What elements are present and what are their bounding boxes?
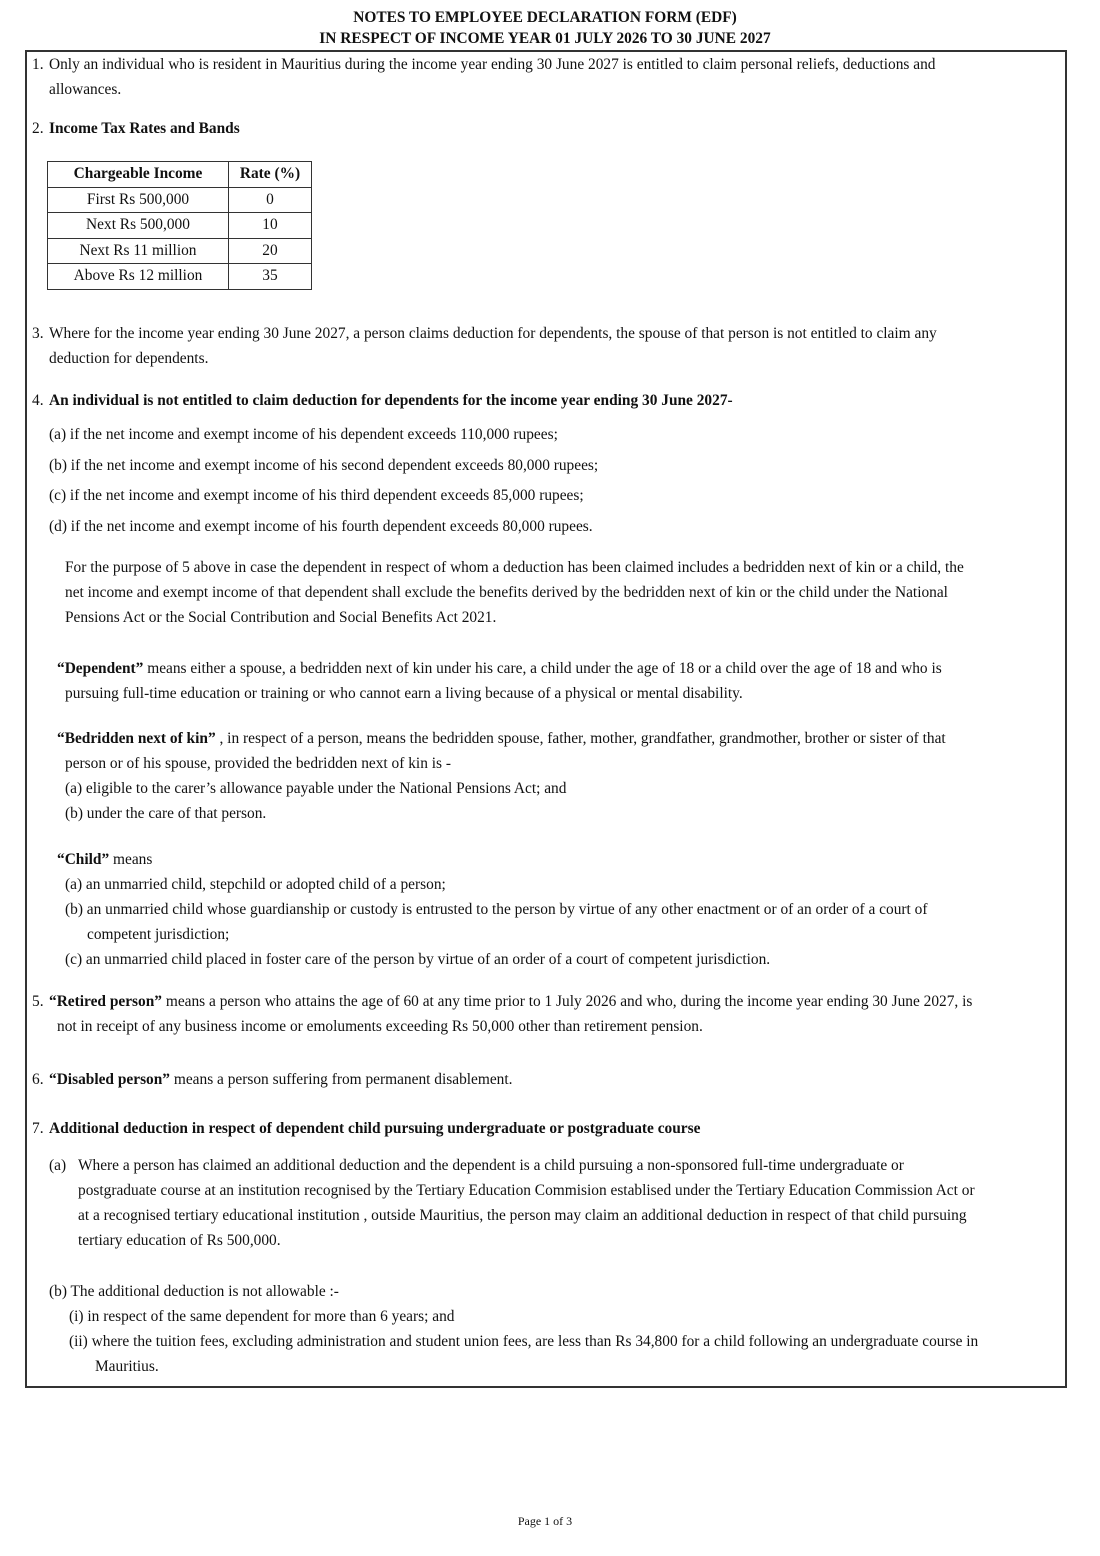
note7-a-line4: tertiary education of Rs 500,000. [78, 1232, 281, 1249]
note3-line1: Where for the income year ending 30 June 2027, a person claims deduction for dependents, the spouse of that person is not entitled to claim any [49, 325, 937, 342]
retired-person-term: “Retired person” [49, 993, 162, 1010]
note1-number: 1. [32, 56, 44, 73]
bedridden-definition [57, 726, 946, 826]
income-band-cell: First Rs 500,000 [48, 187, 229, 213]
dependent-term: “Dependent” [57, 660, 144, 677]
note7-b-ii-line1: (ii) where the tuition fees, excluding administration and student union fees, are less than Rs 34,800 for a child following an undergraduate course in [69, 1333, 979, 1350]
child-means: means [109, 851, 153, 868]
note6-number: 6. [32, 1071, 44, 1088]
table-row [48, 264, 312, 290]
bedridden-line2: person or of his spouse, provided the bedridden next of kin is - [65, 755, 451, 772]
dependent-line1: means either a spouse, a bedridden next of kin under his care, a child under the age of 18 or a child over the age of 18 and who is [143, 660, 942, 677]
child-item-c: (c) an unmarried child placed in foster care of the person by virtue of an order of a court of competent jurisdiction. [65, 951, 771, 968]
income-band-cell: Next Rs 11 million [48, 238, 229, 264]
income-band-cell: Next Rs 500,000 [48, 213, 229, 239]
disabled-person-term: “Disabled person” [49, 1071, 171, 1088]
header-chargeable-income: Chargeable Income [48, 162, 229, 188]
table-row [48, 238, 312, 264]
note5-line2: not in receipt of any business income or emoluments exceeding Rs 50,000 other than retirement pension. [57, 1018, 703, 1035]
note4-item-b: (b) if the net income and exempt income of his second dependent exceeds 80,000 rupees; [49, 456, 599, 474]
note4-item-a: (a) if the net income and exempt income of his dependent exceeds 110,000 rupees; [49, 426, 558, 443]
note3-text [49, 321, 937, 371]
note7-heading: Additional deduction in respect of dependent child pursuing undergraduate or postgraduate course [49, 1120, 701, 1137]
note7-b-i: (i) in respect of the same dependent for more than 6 years; and [69, 1308, 455, 1325]
income-band-cell: Above Rs 12 million [48, 264, 229, 290]
rate-cell: 10 [229, 213, 312, 239]
note5-number: 5. [32, 993, 44, 1010]
note1-text [49, 52, 936, 102]
child-term: “Child” [57, 851, 110, 868]
note6-definition: means a person suffering from permanent disablement. [170, 1071, 513, 1088]
rate-cell: 20 [229, 238, 312, 264]
note4-purpose-paragraph [65, 555, 964, 630]
note7-number: 7. [32, 1120, 44, 1137]
bedridden-line1: , in respect of a person, means the bedridden spouse, father, mother, grandfather, grandmother, brother or sister of that [215, 730, 946, 747]
note6-text [49, 1067, 513, 1092]
table-row [48, 213, 312, 239]
document-title-line2: IN RESPECT OF INCOME YEAR 01 JULY 2026 TO 30 JUNE 2027 [319, 30, 771, 47]
note7-a-line3: at a recognised tertiary educational institution , outside Mauritius, the person may claim an additional deduction in respect of that child pursuing [78, 1207, 967, 1224]
document-title-line1: NOTES TO EMPLOYEE DECLARATION FORM (EDF) [353, 9, 737, 26]
rate-cell: 0 [229, 187, 312, 213]
page-number: Page 1 of 3 [517, 1514, 573, 1528]
note7-b-paragraph [49, 1279, 978, 1379]
header-rate: Rate (%) [229, 162, 312, 188]
note4-item-c: (c) if the net income and exempt income of his third dependent exceeds 85,000 rupees; [49, 487, 584, 504]
note4-heading: An individual is not entitled to claim deduction for dependents for the income year ending 30 June 2027- [49, 392, 733, 409]
bedridden-term: “Bedridden next of kin” [57, 730, 216, 747]
note7-a-label: (a) [49, 1157, 67, 1174]
child-item-a: (a) an unmarried child, stepchild or adopted child of a person; [65, 876, 446, 893]
note4-item-d: (d) if the net income and exempt income of his fourth dependent exceeds 80,000 rupees. [49, 517, 593, 535]
purpose-line3: Pensions Act or the Social Contribution and Social Benefits Act 2021. [65, 609, 497, 626]
note7-b-ii-line2: Mauritius. [95, 1358, 159, 1375]
tax-rates-table [47, 161, 312, 290]
table-row [48, 187, 312, 213]
note3-number: 3. [32, 325, 44, 342]
note2-heading: Income Tax Rates and Bands [49, 120, 240, 137]
child-item-b-line1: (b) an unmarried child whose guardianship or custody is entrusted to the person by virtue of any other enactment or of an order of a court of [65, 901, 928, 918]
note7-b-intro: (b) The additional deduction is not allowable :- [49, 1283, 339, 1300]
purpose-line2: net income and exempt income of that dependent shall exclude the benefits derived by the bedridden next of kin or the child under the National [65, 584, 948, 601]
note5-line1: means a person who attains the age of 60 at any time prior to 1 July 2026 and who, during the income year ending 30 June 2027, is [162, 993, 973, 1010]
child-item-b-line2: competent jurisdiction; [87, 926, 230, 943]
note4-items [49, 420, 598, 542]
note5-text [49, 989, 972, 1039]
note4-number: 4. [32, 392, 44, 409]
note1-line2: allowances. [49, 81, 122, 98]
note2-number: 2. [32, 120, 44, 137]
bedridden-item-b: (b) under the care of that person. [65, 805, 267, 822]
child-definition [57, 847, 927, 972]
rate-cell: 35 [229, 264, 312, 290]
dependent-line2: pursuing full-time education or training or who cannot earn a living because of a physical or mental disability. [65, 685, 743, 702]
dependent-definition [57, 656, 942, 706]
tax-rates-header-row [48, 162, 312, 188]
bedridden-item-a: (a) eligible to the carer’s allowance payable under the National Pensions Act; and [65, 780, 567, 797]
note7-a-paragraph [78, 1153, 975, 1253]
note3-line2: deduction for dependents. [49, 350, 209, 367]
note7-a-line2: postgraduate course at an institution recognised by the Tertiary Education Commision establised under the Tertiary Education Commission Act or [78, 1182, 975, 1199]
purpose-line1: For the purpose of 5 above in case the dependent in respect of whom a deduction has been claimed includes a bedridden next of kin or a child, the [65, 559, 964, 576]
note7-a-line1: Where a person has claimed an additional deduction and the dependent is a child pursuing a non-sponsored full-time undergraduate or [78, 1157, 904, 1174]
note1-line1: Only an individual who is resident in Mauritius during the income year ending 30 June 2027 is entitled to claim personal reliefs, deductions and [49, 56, 936, 73]
